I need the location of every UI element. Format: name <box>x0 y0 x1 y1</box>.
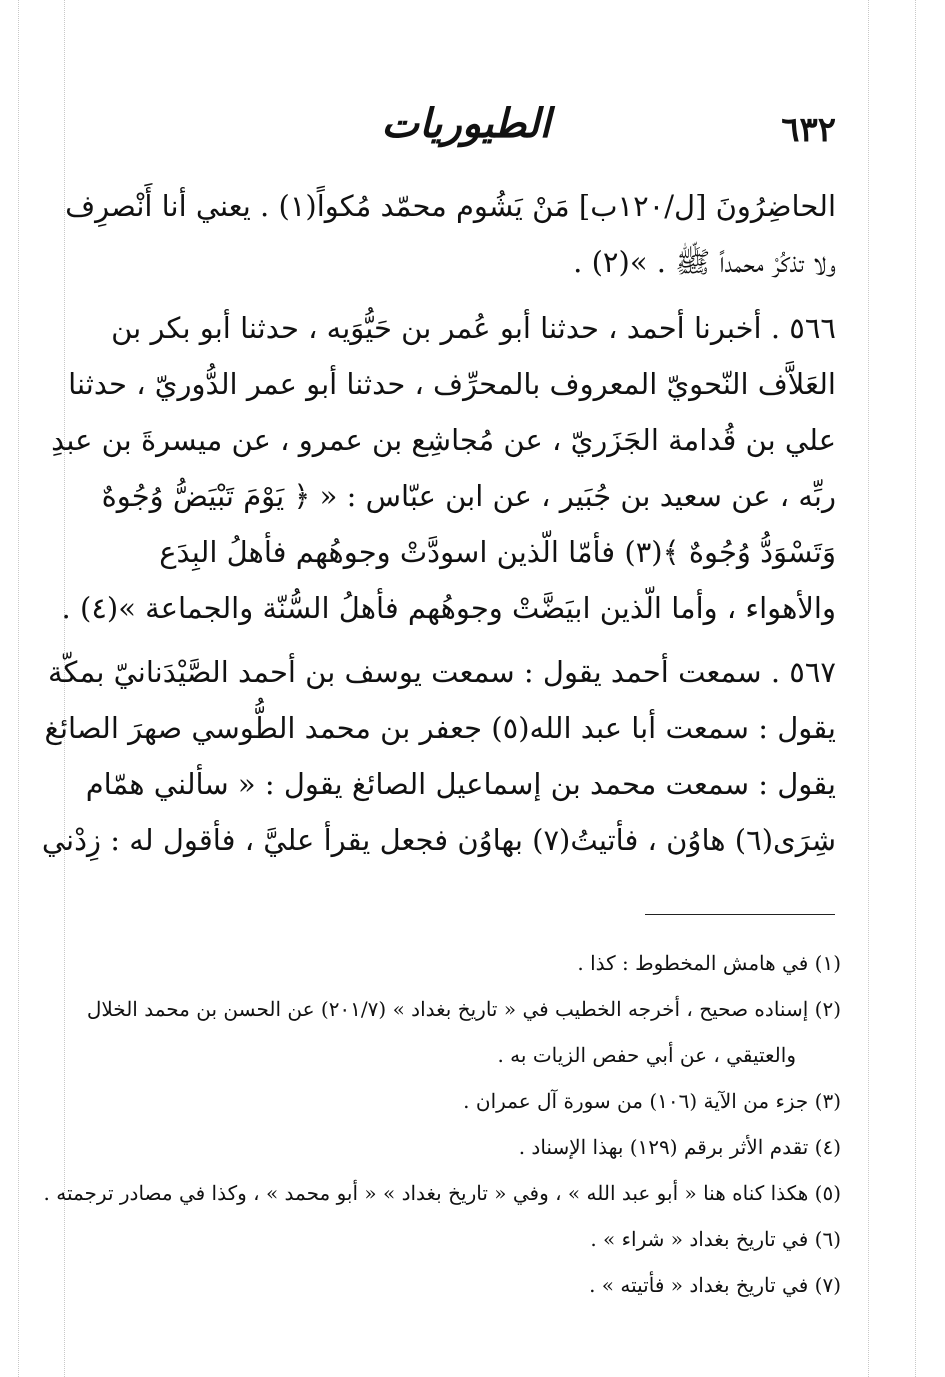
footnote-text: تقدم الأثر برقم (١٢٩) بهذا الإسناد . <box>518 1135 809 1159</box>
footnote-number: (٣) <box>814 1089 841 1113</box>
footnote-number: (٥) <box>814 1181 841 1205</box>
text-line: العَلاَّف النّحويّ المعروف بالمحرِّف ، حدثنا أبو عمر الدُّوريّ ، حدثنا <box>68 367 836 401</box>
hadith-566 <box>51 300 836 636</box>
running-title: الطيوريات <box>381 100 551 147</box>
footnotes <box>43 940 841 1308</box>
footnote-text: جزء من الآية (١٠٦) من سورة آل عمران . <box>463 1089 809 1113</box>
footnote-text: في تاريخ بغداد « شراء » . <box>590 1227 809 1251</box>
text-line: يقول : سمعت محمد بن إسماعيل الصائغ يقول : « سألني همّام <box>85 767 836 801</box>
text-line: علي بن قُدامة الجَزَريّ ، عن مُجاشِع بن عمرو ، عن ميسرةَ بن عبدِ <box>51 423 836 457</box>
page-number: ٦٣٢ <box>781 110 836 150</box>
text-line: يقول : سمعت أبا عبد الله(٥) جعفر بن محمد الطُّوسي صهرَ الصائغ <box>44 711 836 745</box>
hadith-567 <box>41 644 836 868</box>
footnote-text: في تاريخ بغداد « فأتيته » . <box>589 1273 809 1297</box>
footnote <box>43 1170 841 1216</box>
footnote-number: (٧) <box>814 1273 841 1297</box>
main-text <box>41 178 836 876</box>
footnote <box>96 1124 841 1170</box>
footnote <box>86 986 841 1078</box>
footnote <box>96 1262 841 1308</box>
text-line: والأهواء ، وأما الّذين ابيَضَّتْ وجوهُهم فأهلُ السُّنّة والجماعة »(٤) . <box>61 591 836 625</box>
footnote-number: (٤) <box>814 1135 841 1159</box>
footnote-separator <box>645 914 835 915</box>
footnote <box>96 940 841 986</box>
text-line: شِرَى(٦) هاوُن ، فأتيتُ(٧) بهاوُن فجعل يقرأ عليَّ ، فأقول له : زِدْني <box>41 823 836 857</box>
text-line: ٥٦٧ . سمعت أحمد يقول : سمعت يوسف بن أحمد الصَّيْدَنانيّ بمكّة <box>47 655 836 689</box>
footnote-number: (٢) <box>814 997 841 1021</box>
footnote-text: هكذا كناه هنا « أبو عبد الله » ، وفي « تاريخ بغداد » « أبو محمد » ، وكذا في مصادر ترجمته . <box>43 1181 809 1205</box>
footnote-continuation: والعتيقي ، عن أبي حفص الزيات به . <box>497 1043 796 1067</box>
text-line: ٥٦٦ . أخبرنا أحمد ، حدثنا أبو عُمر بن حَيُّوَيه ، حدثنا أبو بكر بن <box>111 311 836 345</box>
text-line: وَتَسْوَدُّ وُجُوهٌ ﴾(٣) فأمّا الّذين اسودَّتْ وجوهُهم فأهلُ البِدَع <box>159 535 836 569</box>
footnote <box>96 1216 841 1262</box>
page-header <box>96 100 836 160</box>
text-line: ربِّه ، عن سعيد بن جُبَير ، عن ابن عبّاس : « ﴿ يَوْمَ تَبْيَضُّ وُجُوهٌ <box>101 479 836 513</box>
footnote-number: (٦) <box>814 1227 841 1251</box>
footnote-text: في هامش المخطوط : كذا . <box>577 951 809 975</box>
text-line: ولا تذكُرْ محمداً ﷺ . »(٢) . <box>573 245 836 279</box>
footnote-number: (١) <box>814 951 841 975</box>
footnote-text: إسناده صحيح ، أخرجه الخطيب في « تاريخ بغداد » (٢٠١/٧) عن الحسن بن محمد الخلال <box>86 997 809 1021</box>
footnote <box>96 1078 841 1124</box>
text-line: الحاضِرُونَ [ل/١٢٠ب] مَنْ يَشُوم محمّد مُكواً(١) . يعني أنا أَنْصرِف <box>65 189 836 223</box>
